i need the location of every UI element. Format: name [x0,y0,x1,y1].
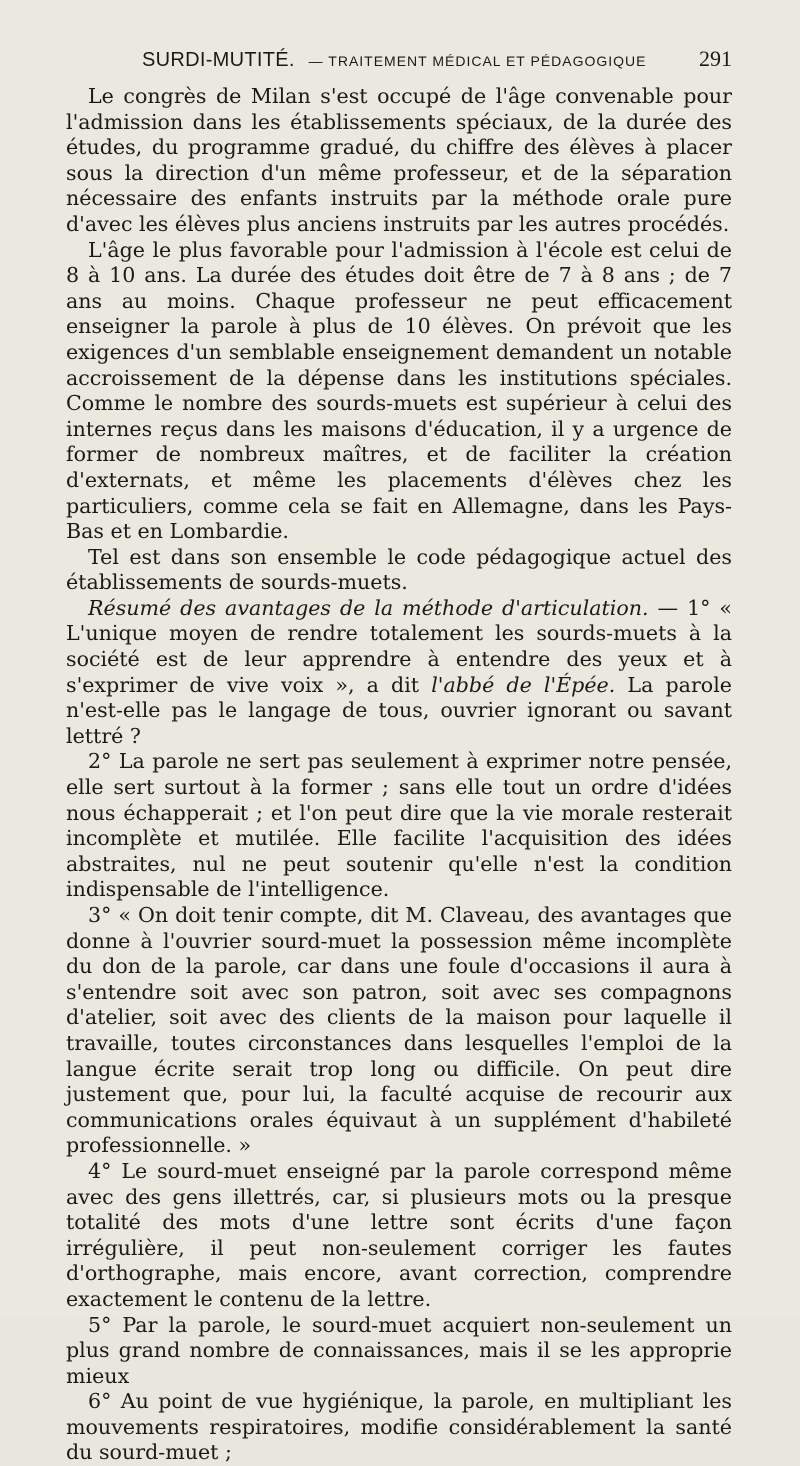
paragraph-advantage-4: 4° Le sourd-muet enseigné par la parole correspond même avec des gens illettrés, car, si plusieurs mots ou la presque totalité des mots d'une lettre sont écrits d'une façon irrégulière, il peut non-seulement corriger les fautes d'orthographe, mais encore, avant correction, comprendre exactement le contenu de la lettre. [66,1158,732,1311]
page-header [142,46,732,76]
paragraph-admission-age: L'âge le plus favorable pour l'admission à l'école est celui de 8 à 10 ans. La durée des études doit être de 7 à 8 ans ; de 7 ans au moins. Chaque professeur ne peut efficacement enseigner la parole à plus de 10 élèves. On prévoit que les exigences d'un semblable enseignement demandent un notable accroissement de la dépense dans les institutions spéciales. Comme le nombre des sourds-muets est supérieur à celui des internes reçus dans les maisons d'éducation, il y a urgence de former de nombreux maîtres, et de faciliter la création d'externats, et même les placements d'élèves chez les particuliers, comme cela se fait en Allemagne, dans les Pays-Bas et en Lombardie. [66,237,732,544]
paragraph-advantage-6: 6° Au point de vue hygiénique, la parole, en multipliant les mouvements respiratoires, modifie considérablement la santé du sourd-muet ; [66,1389,732,1465]
paragraph-milan-congress: Le congrès de Milan s'est occupé de l'âge convenable pour l'admission dans les établissements spéciaux, de la durée des études, du programme gradué, du chiffre des élèves à placer sous la direction d'un même professeur, et de la séparation nécessaire des enfants instruits par la méthode orale pure d'avec les élèves plus anciens instruits par les autres procédés. [66,84,732,236]
paragraph-advantage-2: 2° La parole ne sert pas seulement à exprimer notre pensée, elle sert surtout à la former ; sans elle tout un ordre d'idées nous échapperait ; et l'on peut dire que la vie morale resterait incomplète et mutilée. Elle facilite l'acquisition des idées abstraites, nul ne peut soutenir qu'elle n'est la condition indispensable de l'intelligence. [66,749,732,902]
running-head-title: SURDI-MUTITÉ. [142,49,295,71]
running-head [142,49,647,72]
running-head-subtitle: — TRAITEMENT MÉDICAL ET PÉDAGOGIQUE [308,53,647,69]
paragraph-advantage-1 [66,596,732,750]
paragraph-advantage-3: 3° « On doit tenir compte, dit M. Claveau, des avantages que donne à l'ouvrier sourd-muet la possession même incomplète du don de la parole, car dans une foule d'occasions il aura à s'entendre soit avec son patron, soit avec ses compagnons d'atelier, soit avec des clients de la maison pour laquelle il travaille, toutes circonstances dans lesquelles l'emploi de la langue écrite serait trop long ou difficile. On peut dire justement que, pour lui, la faculté acquise de recourir aux communications orales équivaut à un supplément d'habileté professionnelle. » [66,903,732,1158]
advantage-1-text-b: La parole n'est-elle pas le langage de tous, ouvrier ignorant ou savant lettré ? [66,672,732,748]
page-number: 291 [699,46,732,71]
section-heading: Résumé des avantages de la méthode d'articulation. [88,595,649,620]
advantage-1-citation: l'abbé de l'Épée. [431,672,616,697]
advantage-1-text-a: — 1° « L'unique moyen de rendre totalement les sourds-muets à la société est de leur apprendre à entendre des yeux et à s'exprimer de vive voix », a dit [66,595,733,697]
body-text [66,84,732,1466]
paragraph-advantage-5: 5° Par la parole, le sourd-muet acquiert non-seulement un plus grand nombre de connaissances, mais il se les approprie mieux [66,1312,732,1388]
paragraph-pedagogic-code: Tel est dans son ensemble le code pédagogique actuel des établissements de sourds-muets. [66,544,732,595]
